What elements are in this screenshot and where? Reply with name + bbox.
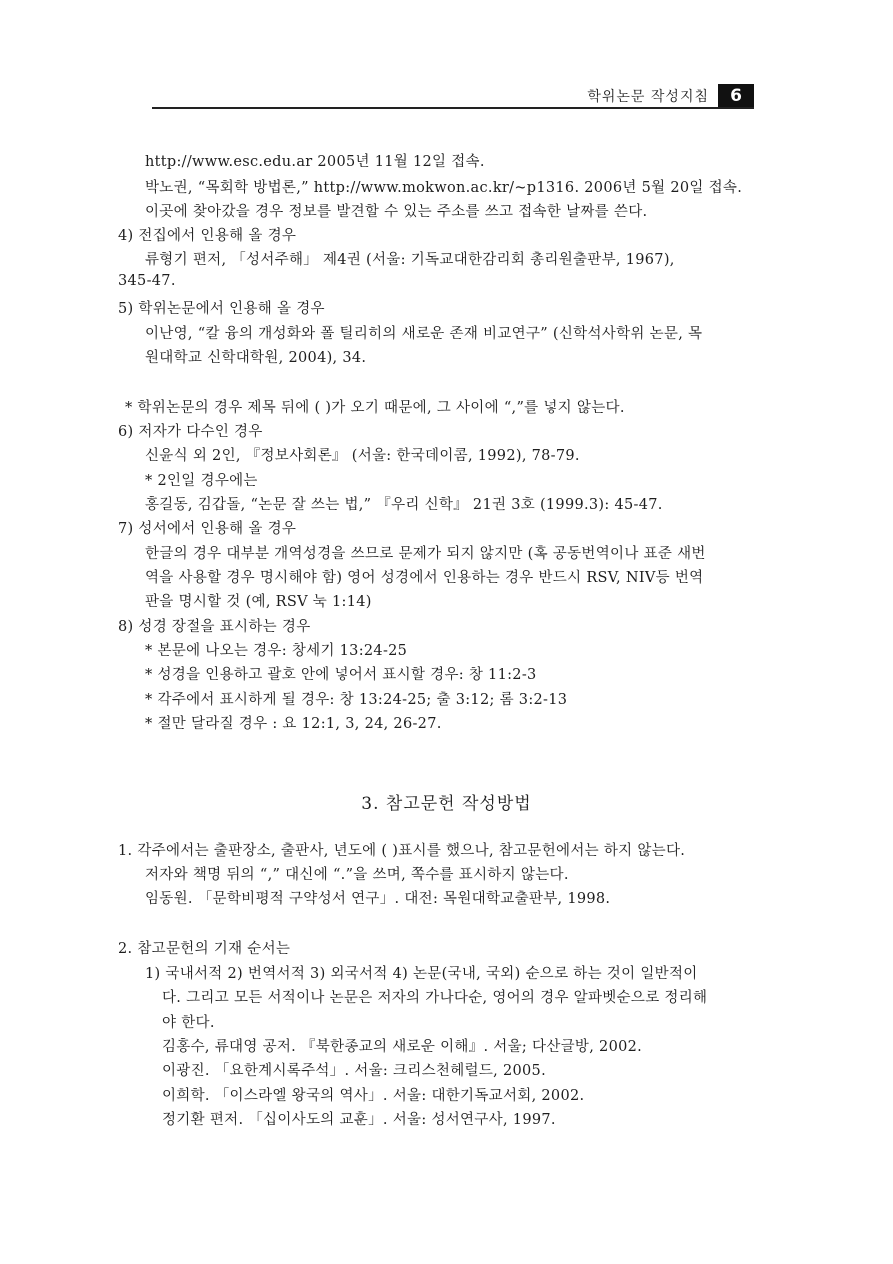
list-heading: 7) 성서에서 인용해 올 경우	[118, 521, 297, 537]
text-line: 박노권, “목회학 방법론,” http://www.mokwon.ac.kr/~p1316. 2006년 5월 20일 접속.	[145, 180, 743, 196]
note-line: * 성경을 인용하고 괄호 안에 넣어서 표시할 경우: 창 11:2-3	[145, 667, 537, 683]
list-heading: 4) 전집에서 인용해 올 경우	[118, 228, 297, 244]
text-line: 이곳에 찾아갔을 경우 정보를 발견할 수 있는 주소를 쓰고 접속한 날짜를 쓴다.	[145, 204, 648, 220]
text-line: 신윤식 외 2인, 『정보사회론』 (서울: 한국데이콤, 1992), 78-79.	[145, 448, 580, 464]
note-line: * 2인일 경우에는	[145, 473, 258, 489]
text-line: 판을 명시할 것 (예, RSV 눅 1:14)	[145, 594, 372, 610]
text-line: 1) 국내서적 2) 번역서적 3) 외국서적 4) 논문(국내, 국외) 순으로 하는 것이 일반적이	[145, 966, 698, 982]
text-line: 345-47.	[118, 273, 176, 289]
text-line: 한글의 경우 대부분 개역성경을 쓰므로 문제가 되지 않지만 (혹 공동번역이나 표준 새번	[145, 546, 706, 562]
text-line: 원대학교 신학대학원, 2004), 34.	[145, 350, 367, 366]
text-line: 이광진. 「요한계시록주석」. 서울: 크리스천헤럴드, 2005.	[162, 1063, 546, 1079]
text-line: 정기환 편저. 「십이사도의 교훈」. 서울: 성서연구사, 1997.	[162, 1112, 556, 1128]
text-line: http://www.esc.edu.ar 2005년 11월 12일 접속.	[145, 154, 485, 170]
section-title: 3. 참고문헌 작성방법	[361, 794, 532, 814]
note-line: * 절만 달라질 경우 : 요 12:1, 3, 24, 26-27.	[145, 716, 442, 732]
text-line: 저자와 책명 뒤의 “,” 대신에 “.”을 쓰며, 쪽수를 표시하지 않는다.	[145, 867, 569, 883]
text-line: 홍길동, 김갑돌, “논문 잘 쓰는 법,” 『우리 신학』 21권 3호 (1999.3): 45-47.	[145, 497, 663, 513]
text-line: 역을 사용할 경우 명시해야 함) 영어 성경에서 인용하는 경우 반드시 RSV, NIV등 번역	[145, 570, 704, 586]
list-heading: 6) 저자가 다수인 경우	[118, 424, 263, 440]
note-line: * 본문에 나오는 경우: 창세기 13:24-25	[145, 643, 408, 659]
text-line: 야 한다.	[162, 1015, 215, 1031]
running-header-label: 학위논문 작성지침	[587, 89, 709, 105]
list-heading: 5) 학위논문에서 인용해 올 경우	[118, 301, 325, 317]
page-number-badge: 6	[718, 84, 754, 108]
list-heading: 2. 참고문헌의 기재 순서는	[118, 941, 291, 957]
text-line: 류형기 편저, 「성서주해」 제4권 (서울: 기독교대한감리회 총리원출판부, 1967),	[145, 252, 675, 268]
text-line: 이난영, “칼 융의 개성화와 폴 틸리히의 새로운 존재 비교연구” (신학석사학위 논문, 목	[145, 326, 703, 342]
header-rule	[152, 107, 754, 109]
list-heading: 1. 각주에서는 출판장소, 출판사, 년도에 ( )표시를 했으나, 참고문헌에서는 하지 않는다.	[118, 843, 686, 859]
text-line: 김홍수, 류대영 공저. 『북한종교의 새로운 이해』. 서울; 다산글방, 2002.	[162, 1039, 643, 1055]
note-line: * 학위논문의 경우 제목 뒤에 ( )가 오기 때문에, 그 사이에 “,”를 넣지 않는다.	[125, 400, 625, 416]
note-line: * 각주에서 표시하게 될 경우: 창 13:24-25; 출 3:12; 롬 3:2-13	[145, 692, 568, 708]
text-line: 임동원. 「문학비평적 구약성서 연구」. 대전: 목원대학교출판부, 1998.	[145, 891, 611, 907]
text-line: 다. 그리고 모든 서적이나 논문은 저자의 가나다순, 영어의 경우 알파벳순으로 정리해	[162, 990, 708, 1006]
list-heading: 8) 성경 장절을 표시하는 경우	[118, 619, 311, 635]
text-line: 이희학. 「이스라엘 왕국의 역사」. 서울: 대한기독교서회, 2002.	[162, 1088, 585, 1104]
